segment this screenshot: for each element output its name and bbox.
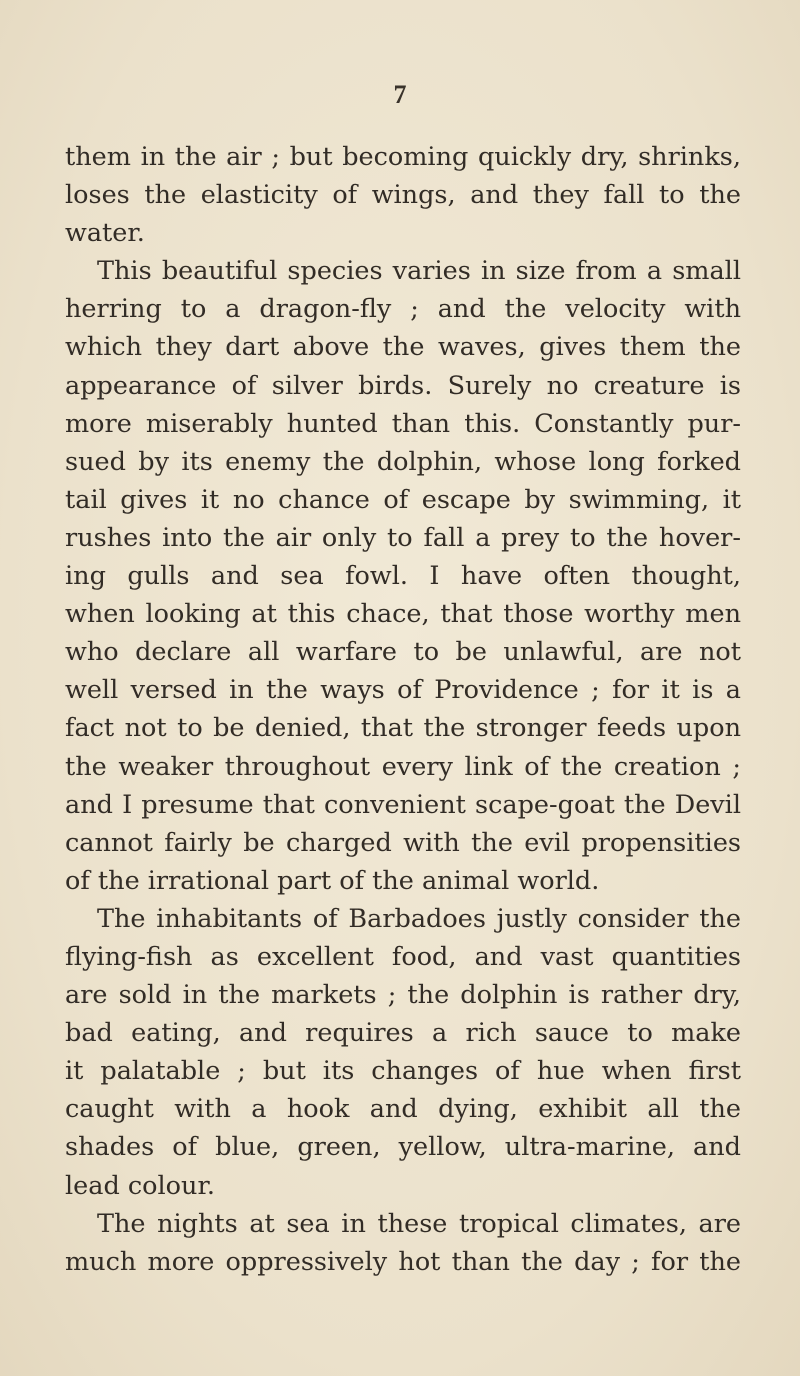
- text-line: and I presume that convenient scape-goat the Devil: [65, 789, 741, 820]
- text-line: which they dart above the waves, gives them the: [65, 332, 741, 363]
- text-line: loses the elasticity of wings, and they fall to the: [65, 180, 741, 211]
- page-number: 7: [393, 80, 407, 109]
- text-line: caught with a hook and dying, exhibit all the: [65, 1094, 741, 1125]
- text-line: tail gives it no chance of escape by swimming, it: [65, 484, 741, 515]
- text-line: well versed in the ways of Providence ; for it is a: [65, 675, 741, 706]
- text-line: lead colour.: [65, 1170, 215, 1201]
- text-line: water.: [65, 218, 145, 249]
- body-text: [65, 138, 741, 1281]
- text-line: The inhabitants of Barbadoes justly consider the: [97, 903, 741, 934]
- text-line: appearance of silver birds. Surely no creature is: [65, 370, 741, 401]
- text-line: it palatable ; but its changes of hue when first: [65, 1056, 741, 1087]
- text-line: more miserably hunted than this. Constantly pur-: [65, 408, 741, 439]
- text-line: shades of blue, green, yellow, ultra-marine, and: [65, 1132, 741, 1163]
- text-line: fact not to be denied, that the stronger feeds upon: [65, 713, 741, 744]
- text-line: cannot fairly be charged with the evil propensities: [65, 827, 741, 858]
- text-line: ing gulls and sea fowl. I have often thought,: [65, 561, 741, 592]
- text-line: herring to a dragon-fly ; and the velocity with: [65, 294, 741, 325]
- text-line: of the irrational part of the animal world.: [65, 865, 600, 896]
- text-line: bad eating, and requires a rich sauce to make: [65, 1018, 741, 1049]
- text-line: rushes into the air only to fall a prey to the hover-: [65, 522, 741, 553]
- text-line: when looking at this chace, that those worthy men: [65, 599, 741, 630]
- text-line: flying-fish as excellent food, and vast quantities: [65, 941, 741, 972]
- text-line: the weaker throughout every link of the creation ;: [65, 751, 741, 782]
- text-line: This beautiful species varies in size from a small: [97, 256, 741, 287]
- text-line: much more oppressively hot than the day ; for the: [65, 1246, 741, 1277]
- text-line: are sold in the markets ; the dolphin is rather dry,: [65, 980, 741, 1011]
- text-line: who declare all warfare to be unlawful, are not: [65, 637, 741, 668]
- text-line: sued by its enemy the dolphin, whose long forked: [65, 446, 741, 477]
- text-line: The nights at sea in these tropical climates, are: [97, 1208, 741, 1239]
- text-line: them in the air ; but becoming quickly dry, shrinks,: [65, 142, 741, 172]
